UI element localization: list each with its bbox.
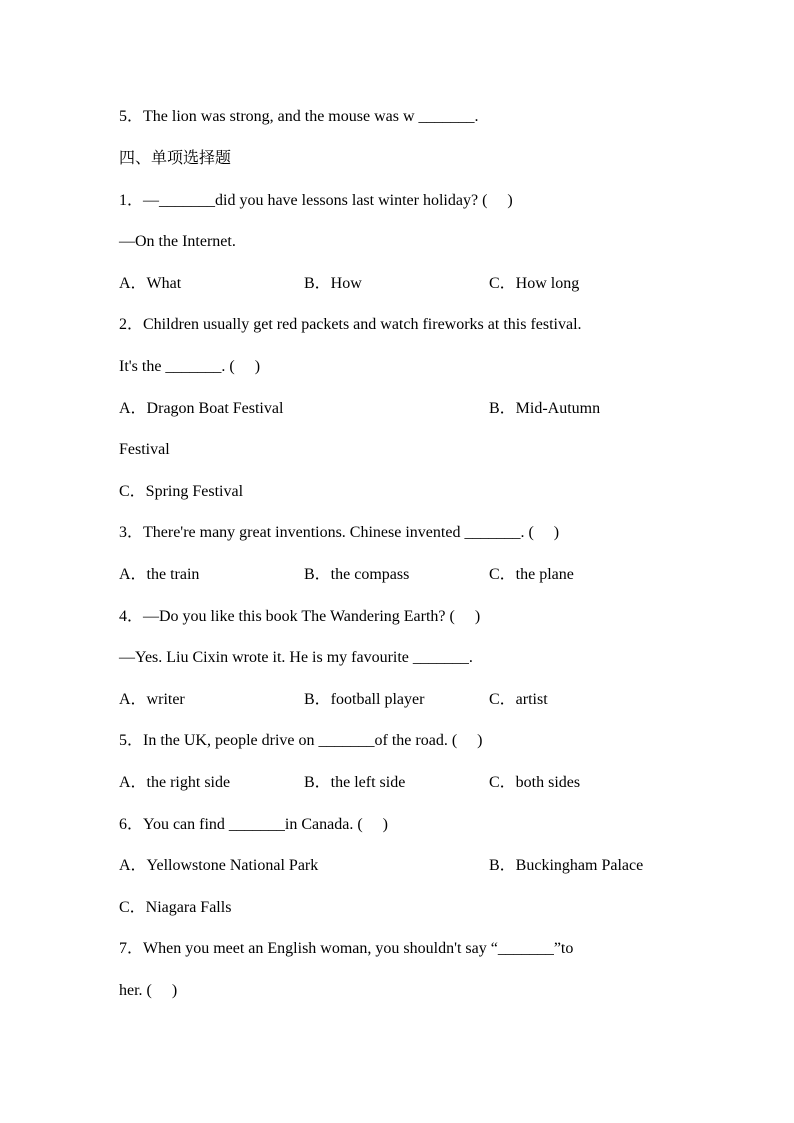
q5-option-b[interactable]: B．the left side (304, 774, 406, 791)
q5-option-a[interactable]: A．the right side (119, 774, 231, 791)
question-6-stem: 6．You can find _______in Canada. ( ) (119, 816, 389, 833)
question-4-dialogue: —Yes. Liu Cixin wrote it. He is my favourite _______. (119, 649, 473, 666)
q2-option-b-cont[interactable]: Festival (119, 441, 170, 458)
q2-option-b[interactable]: B．Mid-Autumn (489, 400, 601, 417)
question-5-stem: 5．In the UK, people drive on _______of the road. ( ) (119, 732, 483, 749)
fill-blank-question-5: 5．The lion was strong, and the mouse was w _______. (119, 108, 479, 125)
q1-option-b[interactable]: B．How (304, 275, 362, 292)
q3-option-b[interactable]: B．the compass (304, 566, 410, 583)
question-3-stem: 3．There're many great inventions. Chinese invented _______. ( ) (119, 524, 560, 541)
question-4-stem: 4．—Do you like this book The Wandering Earth? ( ) (119, 608, 481, 625)
q1-option-c[interactable]: C．How long (489, 275, 580, 292)
question-7-stem: 7．When you meet an English woman, you shouldn't say “_______”to (119, 940, 574, 957)
q3-option-c[interactable]: C．the plane (489, 566, 574, 583)
section-title: 四、单项选择题 (119, 148, 232, 167)
question-2-stem: 2．Children usually get red packets and watch fireworks at this festival. (119, 316, 582, 333)
question-1-dialogue: —On the Internet. (119, 233, 236, 250)
q4-option-b[interactable]: B．football player (304, 691, 425, 708)
q2-option-c[interactable]: C．Spring Festival (119, 483, 244, 500)
q2-option-a[interactable]: A．Dragon Boat Festival (119, 400, 284, 417)
q4-option-c[interactable]: C．artist (489, 691, 548, 708)
q1-option-a[interactable]: A．What (119, 275, 182, 292)
q4-option-a[interactable]: A．writer (119, 691, 185, 708)
question-2-stem-cont: It's the _______. ( ) (119, 358, 261, 375)
q6-option-c[interactable]: C．Niagara Falls (119, 899, 232, 916)
question-7-stem-cont: her. ( ) (119, 982, 178, 999)
q5-option-c[interactable]: C．both sides (489, 774, 581, 791)
q6-option-a[interactable]: A．Yellowstone National Park (119, 857, 319, 874)
q3-option-a[interactable]: A．the train (119, 566, 200, 583)
q6-option-b[interactable]: B．Buckingham Palace (489, 857, 644, 874)
question-1-stem: 1．—_______did you have lessons last winter holiday? ( ) (119, 192, 513, 209)
